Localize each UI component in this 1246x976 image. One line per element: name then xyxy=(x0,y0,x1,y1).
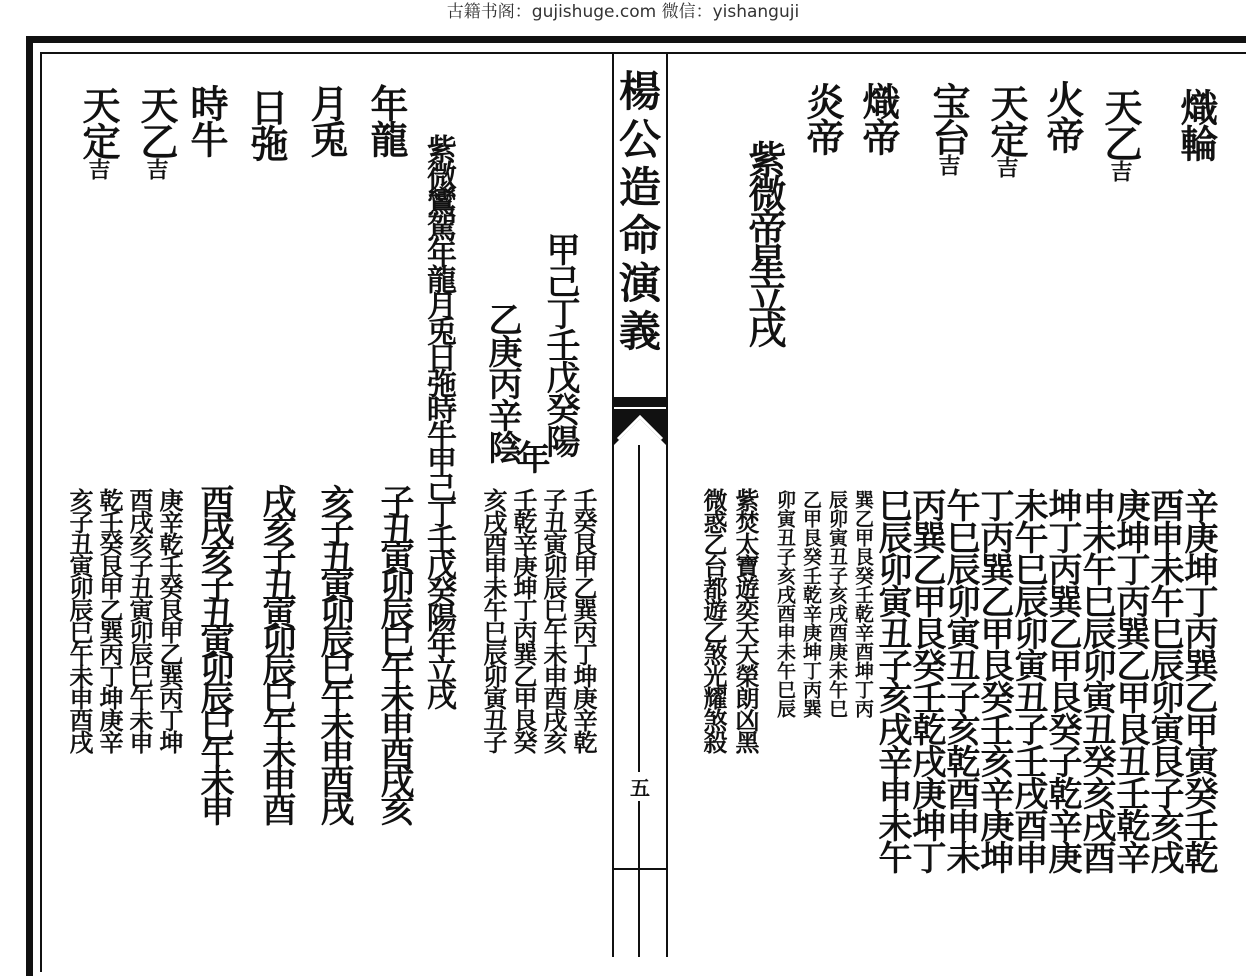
table-column: 亥子丑寅卯辰巳午未申酉戌 xyxy=(314,484,354,820)
table-column: 亥戌酉申未午巳辰卯寅丑子 xyxy=(479,488,508,752)
star-name: 火帝 xyxy=(1040,80,1085,152)
table-column: 子丑寅卯辰巳午未申酉戌亥 xyxy=(539,488,568,752)
table-column: 乾壬癸艮甲乙巽丙丁坤庚辛 xyxy=(95,488,124,752)
table-column: 酉戌亥子丑寅卯辰巳午未申 xyxy=(194,484,234,820)
title-char: 演 xyxy=(618,259,661,308)
star-name: 熾帝 xyxy=(856,82,901,154)
table-column: 申未午巳辰卯寅丑癸亥戌酉 xyxy=(1076,488,1116,872)
table-column-small: 卯寅丑子亥戌酉申未午巳辰 xyxy=(774,490,796,718)
star-name: 天定吉 xyxy=(76,86,121,178)
table-column: 酉戌亥子丑寅卯辰巳午未申 xyxy=(125,488,154,752)
star-name: 月兎 xyxy=(304,84,349,156)
title-char: 造 xyxy=(618,163,661,212)
table-column: 午巳辰卯寅丑子亥乾酉申未 xyxy=(940,488,980,872)
fishtail-band xyxy=(614,397,666,407)
table-column: 壬乾辛庚坤丁丙巽乙甲艮癸 xyxy=(509,488,538,752)
table-column: 壬癸艮甲乙巽丙丁坤庚辛乾 xyxy=(569,488,598,752)
spine-divider xyxy=(614,868,666,870)
verse-line: 紫微鸞駕年龍月兎日㢮時牛甲己丁壬戊癸陽年立戌 xyxy=(421,134,456,706)
table-column: 巳辰卯寅丑子亥戌辛申未午 xyxy=(872,488,912,872)
table-column: 丁丙巽乙甲艮癸壬亥辛庚坤 xyxy=(974,488,1014,872)
table-column: 未午巳辰卯寅丑子壬戌酉申 xyxy=(1008,488,1048,872)
table-column-small: 巽乙甲艮癸壬乾辛酉坤丁丙 xyxy=(852,490,874,718)
star-name: 年龍 xyxy=(364,84,409,156)
star-name: 日㢮 xyxy=(244,88,289,160)
star-list-column: 紫焚太寶遊奕天天榮朗凶黑 xyxy=(731,488,760,752)
table-column-small: 辰卯寅丑子亥戌酉庚未午巳 xyxy=(826,490,848,718)
title-char: 義 xyxy=(618,307,661,356)
table-column-small: 乙甲艮癸壬乾辛庚坤丁丙巽 xyxy=(800,490,822,718)
stems-yin: 乙庚丙辛陰 xyxy=(482,302,522,462)
table-column: 戌亥子丑寅卯辰巳午未申酉 xyxy=(256,484,296,820)
star-name: 宝台吉 xyxy=(926,82,971,174)
star-list-column: 微惑乙台都遊乙煞光耀煞殺 xyxy=(699,488,728,752)
table-column: 亥子丑寅卯辰巳午未申酉戌 xyxy=(65,488,94,752)
title-char: 楊 xyxy=(618,67,661,116)
star-name: 炎帝 xyxy=(800,82,845,154)
star-name: 天乙吉 xyxy=(1098,88,1143,180)
fishtail-chevron-icon xyxy=(614,409,666,445)
book-spine xyxy=(612,52,668,957)
star-name: 天定吉 xyxy=(984,84,1029,176)
table-column: 庚辛乾壬癸艮甲乙巽丙丁坤 xyxy=(155,488,184,752)
star-name: 天乙吉 xyxy=(134,86,179,178)
table-column: 酉申未午巳辰卯寅艮子亥戌 xyxy=(1144,488,1184,872)
watermark: 古籍书阁：gujishuge.com 微信：yishanguji xyxy=(446,2,800,22)
year-label: 年 xyxy=(510,440,550,472)
table-column: 子丑寅卯辰巳午未申酉戌亥 xyxy=(374,484,414,820)
table-column: 坤丁丙巽乙甲艮癸子乾辛庚 xyxy=(1042,488,1082,872)
spine-center-line xyxy=(638,445,640,957)
table-column: 辛庚坤丁丙巽乙甲寅癸壬乾 xyxy=(1178,488,1218,872)
table-column: 丙巽乙甲艮癸壬乾戌庚坤丁 xyxy=(906,488,946,872)
stems-yang: 甲己丁壬戊癸陽 xyxy=(540,232,580,456)
table-column: 庚坤丁丙巽乙甲艮丑壬乾辛 xyxy=(1110,488,1150,872)
title-char: 命 xyxy=(618,211,661,260)
book-title xyxy=(614,68,666,356)
star-name: 時牛 xyxy=(184,84,229,156)
title-char: 公 xyxy=(618,115,661,164)
star-name: 熾輪 xyxy=(1174,88,1219,160)
page-number: 五 xyxy=(614,772,666,801)
section-heading: 紫微帝星立戌 xyxy=(742,140,787,344)
